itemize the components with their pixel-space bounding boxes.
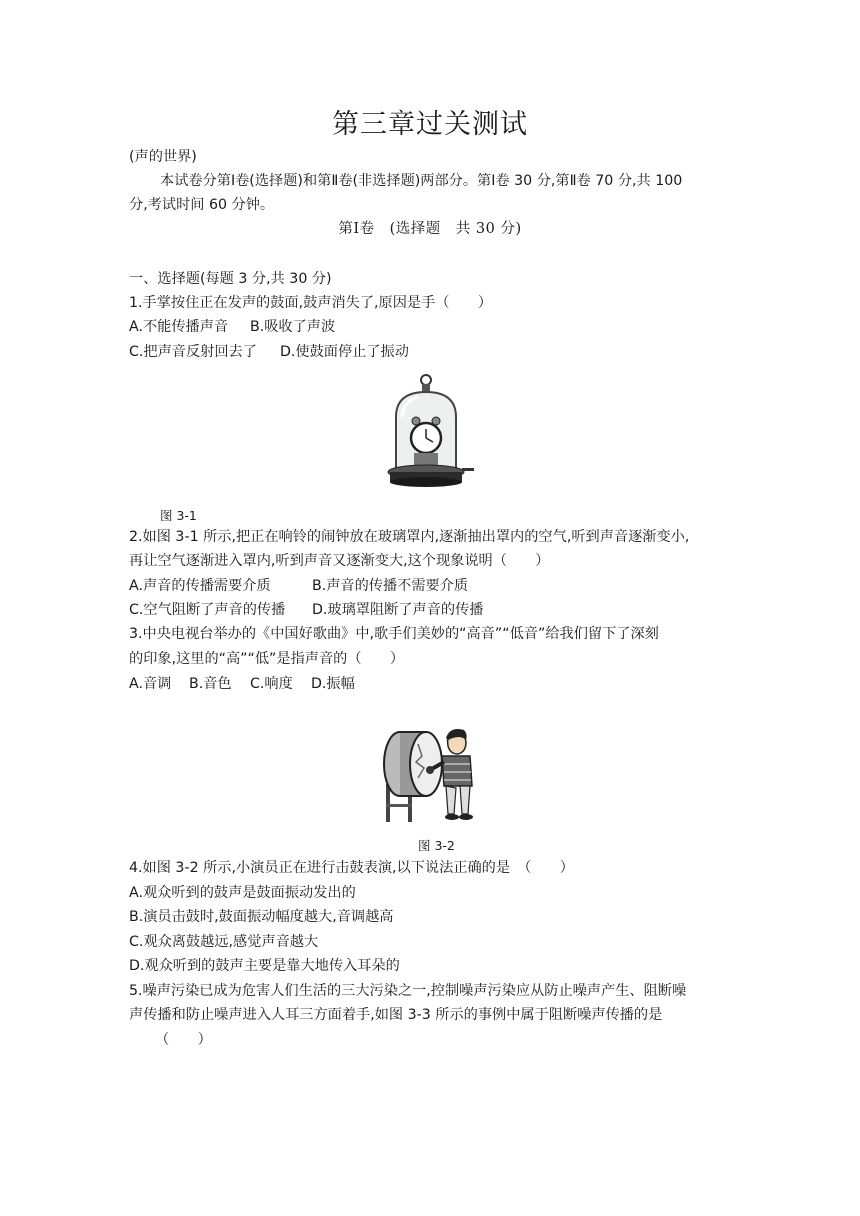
bell-jar-alarm-clock-figure — [386, 372, 478, 492]
question-1-option-c: C.把声音反射回去了 — [129, 344, 257, 360]
question-1-option-a: A.不能传播声音 — [129, 319, 229, 335]
question-5-stem-line-1: 5.噪声污染已成为危害人们生活的三大污染之一,控制噪声污染应从防止噪声产生、阻断噪 — [129, 983, 687, 999]
subtitle: (声的世界) — [129, 149, 197, 165]
question-3-option-d: D.振幅 — [311, 676, 355, 692]
question-1-option-b: B.吸收了声波 — [250, 319, 336, 335]
page-title: 第三章过关测试 — [332, 109, 528, 140]
question-4-stem: 4.如图 3-2 所示,小演员正在进行击鼓表演,以下说法正确的是 （ ） — [129, 860, 574, 876]
intro-line-1: 本试卷分第Ⅰ卷(选择题)和第Ⅱ卷(非选择题)两部分。第Ⅰ卷 30 分,第Ⅱ卷 70 分,共 100 — [160, 173, 683, 189]
question-1-option-d: D.使鼓面停止了振动 — [280, 344, 409, 360]
part-heading: 一、选择题(每题 3 分,共 30 分) — [129, 271, 332, 287]
question-2-stem-line-1: 2.如图 3-1 所示,把正在响铃的闹钟放在玻璃罩内,逐渐抽出罩内的空气,听到声音逐渐变小, — [129, 529, 690, 545]
figure-3-2-caption: 图 3-2 — [418, 838, 455, 853]
question-2-option-a: A.声音的传播需要介质 — [129, 578, 271, 594]
question-3-stem-line-1: 3.中央电视台举办的《中国好歌曲》中,歌手们美妙的“高音”“低音”给我们留下了深刻 — [129, 626, 659, 642]
question-4-option-b: B.演员击鼓时,鼓面振动幅度越大,音调越高 — [129, 909, 394, 925]
question-4-option-d: D.观众听到的鼓声主要是靠大地传入耳朵的 — [129, 958, 400, 974]
intro-line-2: 分,考试时间 60 分钟。 — [129, 197, 275, 213]
question-4-option-a: A.观众听到的鼓声是鼓面振动发出的 — [129, 885, 356, 901]
question-5-stem-line-3: （ ） — [155, 1032, 212, 1048]
question-3-option-c: C.响度 — [250, 676, 293, 692]
question-2-option-c: C.空气阻断了声音的传播 — [129, 602, 286, 618]
question-5-stem-line-2: 声传播和防止噪声进入人耳三方面着手,如图 3-3 所示的事例中属于阻断噪声传播的是 — [129, 1007, 663, 1023]
question-4-option-c: C.观众离鼓越远,感觉声音越大 — [129, 934, 319, 950]
question-2-option-b: B.声音的传播不需要介质 — [312, 578, 469, 594]
question-3-stem-line-2: 的印象,这里的“高”“低”是指声音的（ ） — [129, 651, 405, 667]
question-3-option-a: A.音调 — [129, 676, 172, 692]
figure-3-1-caption: 图 3-1 — [160, 508, 197, 523]
question-2-stem-line-2: 再让空气逐渐进入罩内,听到声音又逐渐变大,这个现象说明（ ） — [129, 553, 550, 569]
question-3-option-b: B.音色 — [189, 676, 232, 692]
question-1-stem: 1.手掌按住正在发声的鼓面,鼓声消失了,原因是手（ ） — [129, 295, 493, 311]
section-heading: 第Ⅰ卷 (选择题 共 30 分) — [338, 221, 522, 237]
question-2-option-d: D.玻璃罩阻断了声音的传播 — [312, 602, 484, 618]
drum-performer-figure — [378, 724, 482, 824]
